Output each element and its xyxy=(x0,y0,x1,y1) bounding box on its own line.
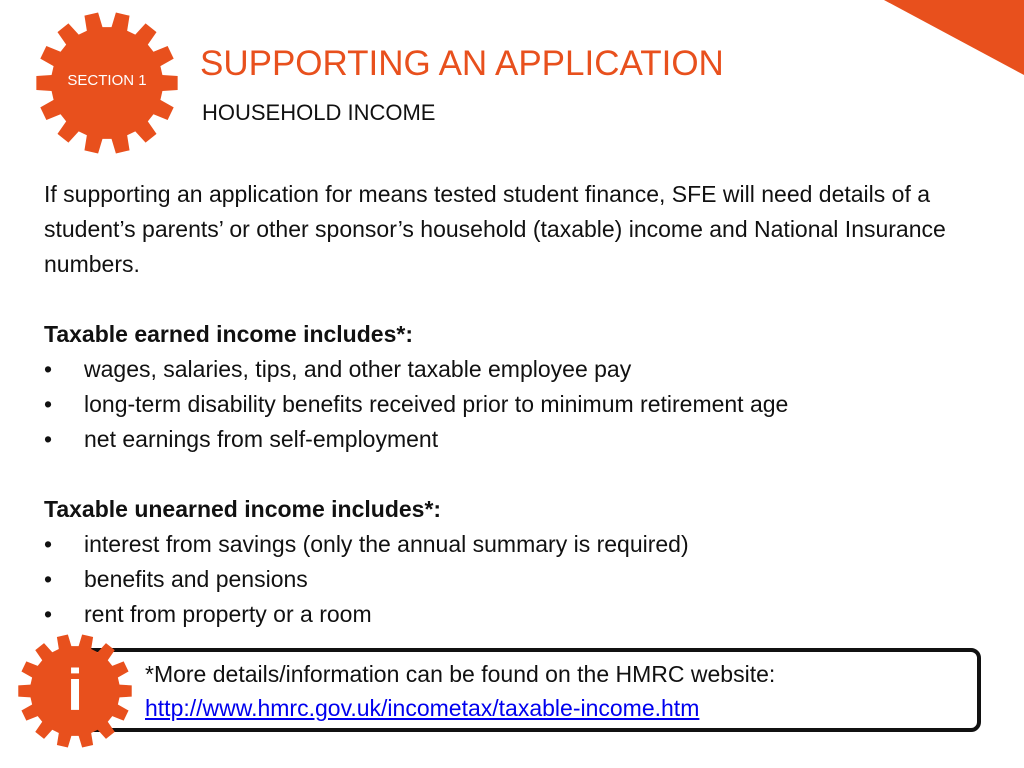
list-item: • interest from savings (only the annual summary is required) xyxy=(44,527,1004,562)
unearned-income-list xyxy=(44,527,1004,632)
info-note: *More details/information can be found on the HMRC website: xyxy=(145,661,776,687)
info-text xyxy=(145,657,775,725)
main-content xyxy=(44,177,1004,632)
list-item: • benefits and pensions xyxy=(44,562,1004,597)
spacer xyxy=(44,282,1004,317)
intro-paragraph: If supporting an application for means tested student finance, SFE will need details of a student’s parents’ or other sponsor’s household (taxable) income and National Insurance numbers. xyxy=(44,181,946,277)
spacer xyxy=(44,457,1004,492)
list-item: • wages, salaries, tips, and other taxable employee pay xyxy=(44,352,1004,387)
info-glyph: i xyxy=(66,658,84,723)
list-item: • net earnings from self-employment xyxy=(44,422,1004,457)
list-item: • rent from property or a room xyxy=(44,597,1004,632)
unearned-income-heading: Taxable unearned income includes*: xyxy=(44,496,442,522)
list-item: • long-term disability benefits received prior to minimum retirement age xyxy=(44,387,1004,422)
page-subtitle: HOUSEHOLD INCOME xyxy=(202,100,436,125)
page-title: SUPPORTING AN APPLICATION xyxy=(200,44,724,83)
earned-income-list xyxy=(44,352,1004,457)
corner-accent-triangle xyxy=(884,0,1024,75)
section-label: SECTION 1 xyxy=(67,72,147,89)
earned-income-heading: Taxable earned income includes*: xyxy=(44,321,413,347)
hmrc-link[interactable]: http://www.hmrc.gov.uk/incometax/taxable-income.htm xyxy=(145,695,700,721)
